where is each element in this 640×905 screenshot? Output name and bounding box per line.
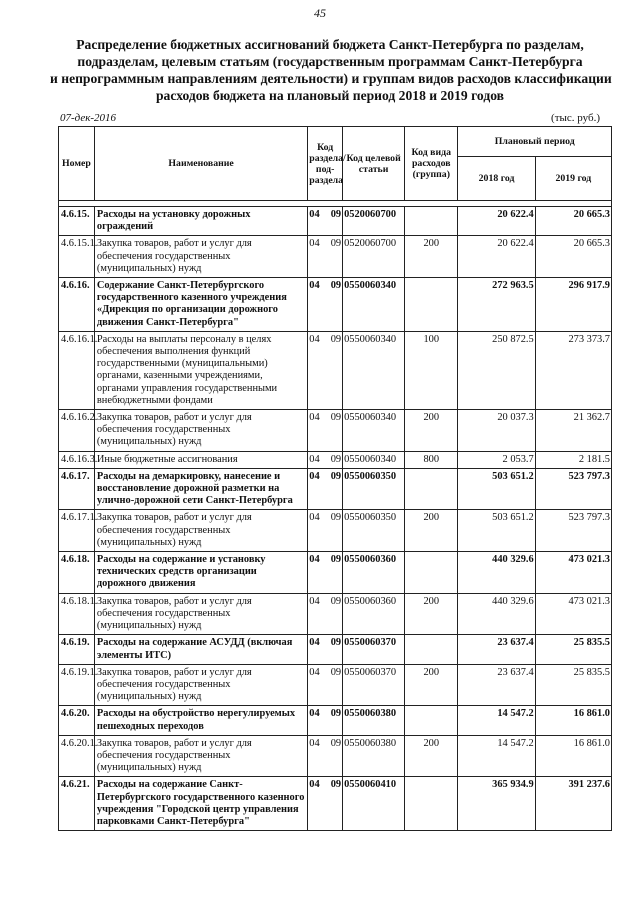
row-subsection: 09 [324,593,343,635]
row-amount-2019: 21 362.7 [535,410,611,452]
row-amount-2019: 20 665.3 [535,236,611,278]
row-expense-type: 200 [405,236,458,278]
row-number: 4.6.21. [59,777,95,831]
row-section: 04 [308,777,324,831]
table-row [59,735,612,777]
row-number: 4.6.16.1. [59,331,95,409]
row-target-code: 0550060340 [343,410,405,452]
row-amount-2019: 25 835.5 [535,664,611,706]
header-year-2019: 2019 год [535,157,611,201]
row-amount-2018: 23 637.4 [458,635,535,664]
row-section: 04 [308,468,324,510]
row-amount-2019: 473 021.3 [535,593,611,635]
row-amount-2018: 14 547.2 [458,706,535,735]
row-number: 4.6.16.3. [59,451,95,468]
row-section: 04 [308,510,324,552]
row-amount-2019: 273 373.7 [535,331,611,409]
row-expense-type [405,207,458,236]
table-row [59,510,612,552]
row-amount-2019: 16 861.0 [535,735,611,777]
row-amount-2018: 20 037.3 [458,410,535,452]
row-name: Расходы на содержание АСУДД (включая элементы ИТС) [94,635,307,664]
header-target-code: Код целевой статьи [343,127,405,201]
row-amount-2019: 20 665.3 [535,207,611,236]
table-row [59,468,612,510]
row-amount-2019: 391 237.6 [535,777,611,831]
row-number: 4.6.20. [59,706,95,735]
header-expense-type: Код вида расходов (группа) [405,127,458,201]
row-subsection: 09 [324,236,343,278]
row-number: 4.6.19.1. [59,664,95,706]
row-target-code: 0550060380 [343,735,405,777]
row-section: 04 [308,236,324,278]
row-expense-type [405,552,458,594]
row-target-code: 0550060340 [343,331,405,409]
row-amount-2018: 272 963.5 [458,278,535,332]
row-name: Закупка товаров, работ и услуг для обеспечения государственных (муниципальных) нужд [94,664,307,706]
row-subsection: 09 [324,510,343,552]
table-row [59,777,612,831]
row-section: 04 [308,410,324,452]
row-number: 4.6.19. [59,635,95,664]
header-year-2018: 2018 год [458,157,535,201]
row-expense-type: 200 [405,410,458,452]
row-expense-type [405,777,458,831]
row-section: 04 [308,278,324,332]
row-subsection: 09 [324,664,343,706]
row-number: 4.6.17. [59,468,95,510]
row-subsection: 09 [324,331,343,409]
row-amount-2018: 503 651.2 [458,468,535,510]
row-amount-2019: 523 797.3 [535,510,611,552]
row-target-code: 0520060700 [343,207,405,236]
row-name: Иные бюджетные ассигнования [94,451,307,468]
header-plan-period: Плановый период [458,127,612,157]
header-name: Наименование [94,127,307,201]
row-number: 4.6.16.2. [59,410,95,452]
row-section: 04 [308,593,324,635]
budget-table [58,126,612,831]
row-number: 4.6.15. [59,207,95,236]
row-target-code: 0550060340 [343,451,405,468]
row-name: Расходы на установку дорожных ограждений [94,207,307,236]
row-target-code: 0550060410 [343,777,405,831]
row-name: Закупка товаров, работ и услуг для обеспечения государственных (муниципальных) нужд [94,236,307,278]
row-target-code: 0550060360 [343,593,405,635]
row-name: Закупка товаров, работ и услуг для обеспечения государственных (муниципальных) нужд [94,593,307,635]
row-expense-type [405,278,458,332]
table-row [59,593,612,635]
row-name: Расходы на содержание и установку технических средств организации дорожного движения [94,552,307,594]
row-amount-2019: 16 861.0 [535,706,611,735]
row-target-code: 0550060350 [343,510,405,552]
row-expense-type [405,468,458,510]
row-name: Расходы на выплаты персоналу в целях обеспечения выполнения функций государственными (муниципальными) органами, казенными учреждениями, органами управления государственными внебюджетными фондами [94,331,307,409]
row-name: Расходы на обустройство нерегулируемых пешеходных переходов [94,706,307,735]
row-section: 04 [308,706,324,735]
row-number: 4.6.15.1. [59,236,95,278]
row-subsection: 09 [324,410,343,452]
row-section: 04 [308,451,324,468]
row-target-code: 0550060370 [343,635,405,664]
row-number: 4.6.17.1. [59,510,95,552]
row-amount-2019: 2 181.5 [535,451,611,468]
page-number: 45 [314,6,326,20]
row-target-code: 0550060370 [343,664,405,706]
row-expense-type [405,706,458,735]
table-row [59,331,612,409]
row-amount-2018: 503 651.2 [458,510,535,552]
row-amount-2018: 14 547.2 [458,735,535,777]
row-section: 04 [308,664,324,706]
row-subsection: 09 [324,552,343,594]
row-target-code: 0550060350 [343,468,405,510]
row-amount-2019: 25 835.5 [535,635,611,664]
row-subsection: 09 [324,706,343,735]
row-subsection: 09 [324,468,343,510]
row-name: Закупка товаров, работ и услуг для обеспечения государственных (муниципальных) нужд [94,410,307,452]
table-row [59,664,612,706]
row-section: 04 [308,735,324,777]
row-subsection: 09 [324,451,343,468]
row-section: 04 [308,207,324,236]
row-name: Расходы на содержание Санкт-Петербургского государственного казенного учреждения "Городской центр управления парковками Санкт-Петербурга" [94,777,307,831]
row-section: 04 [308,552,324,594]
row-target-code: 0520060700 [343,236,405,278]
header-number: Номер [59,127,95,201]
table-row [59,410,612,452]
row-amount-2018: 250 872.5 [458,331,535,409]
row-number: 4.6.18. [59,552,95,594]
row-expense-type: 800 [405,451,458,468]
row-expense-type: 200 [405,735,458,777]
row-section: 04 [308,635,324,664]
row-name: Закупка товаров, работ и услуг для обеспечения государственных (муниципальных) нужд [94,510,307,552]
table-row [59,278,612,332]
title-line: расходов бюджета на плановый период 2018 и 2019 годов [155,88,505,103]
row-subsection: 09 [324,207,343,236]
row-subsection: 09 [324,635,343,664]
title-line: и непрограммным направлениям деятельности) и группам видов расходов классификации [50,71,612,86]
row-subsection: 09 [324,777,343,831]
document-date: 07-дек-2016 [60,112,117,124]
row-amount-2018: 2 053.7 [458,451,535,468]
row-amount-2018: 20 622.4 [458,236,535,278]
row-amount-2018: 20 622.4 [458,207,535,236]
row-amount-2018: 440 329.6 [458,552,535,594]
row-subsection: 09 [324,735,343,777]
row-section: 04 [308,331,324,409]
table-row [59,451,612,468]
row-number: 4.6.16. [59,278,95,332]
row-amount-2018: 365 934.9 [458,777,535,831]
title-line: Распределение бюджетных ассигнований бюджета Санкт-Петербурга по разделам, [76,37,584,52]
row-expense-type [405,635,458,664]
row-expense-type: 100 [405,331,458,409]
row-amount-2019: 473 021.3 [535,552,611,594]
row-expense-type: 200 [405,510,458,552]
row-target-code: 0550060360 [343,552,405,594]
row-expense-type: 200 [405,593,458,635]
row-target-code: 0550060380 [343,706,405,735]
table-row [59,236,612,278]
units-label: (тыс. руб.) [551,112,600,124]
row-amount-2018: 23 637.4 [458,664,535,706]
document-title [50,36,610,104]
row-amount-2019: 523 797.3 [535,468,611,510]
row-name: Закупка товаров, работ и услуг для обеспечения государственных (муниципальных) нужд [94,735,307,777]
table-row [59,552,612,594]
row-name: Содержание Санкт-Петербургского государственного казенного учреждения «Дирекция по организации дорожного движения Санкт-Петербурга" [94,278,307,332]
row-number: 4.6.18.1. [59,593,95,635]
title-line: подразделам, целевым статьям (государственным программам Санкт-Петербурга [77,54,583,69]
row-subsection: 09 [324,278,343,332]
row-number: 4.6.20.1. [59,735,95,777]
table-row [59,635,612,664]
header-section-code: Код раздела/ под- раздела [308,127,343,201]
row-amount-2019: 296 917.9 [535,278,611,332]
row-name: Расходы на демаркировку, нанесение и восстановление дорожной разметки на улично-дорожной сети Санкт-Петербурга [94,468,307,510]
table-row [59,207,612,236]
table-row [59,706,612,735]
row-target-code: 0550060340 [343,278,405,332]
row-amount-2018: 440 329.6 [458,593,535,635]
row-expense-type: 200 [405,664,458,706]
